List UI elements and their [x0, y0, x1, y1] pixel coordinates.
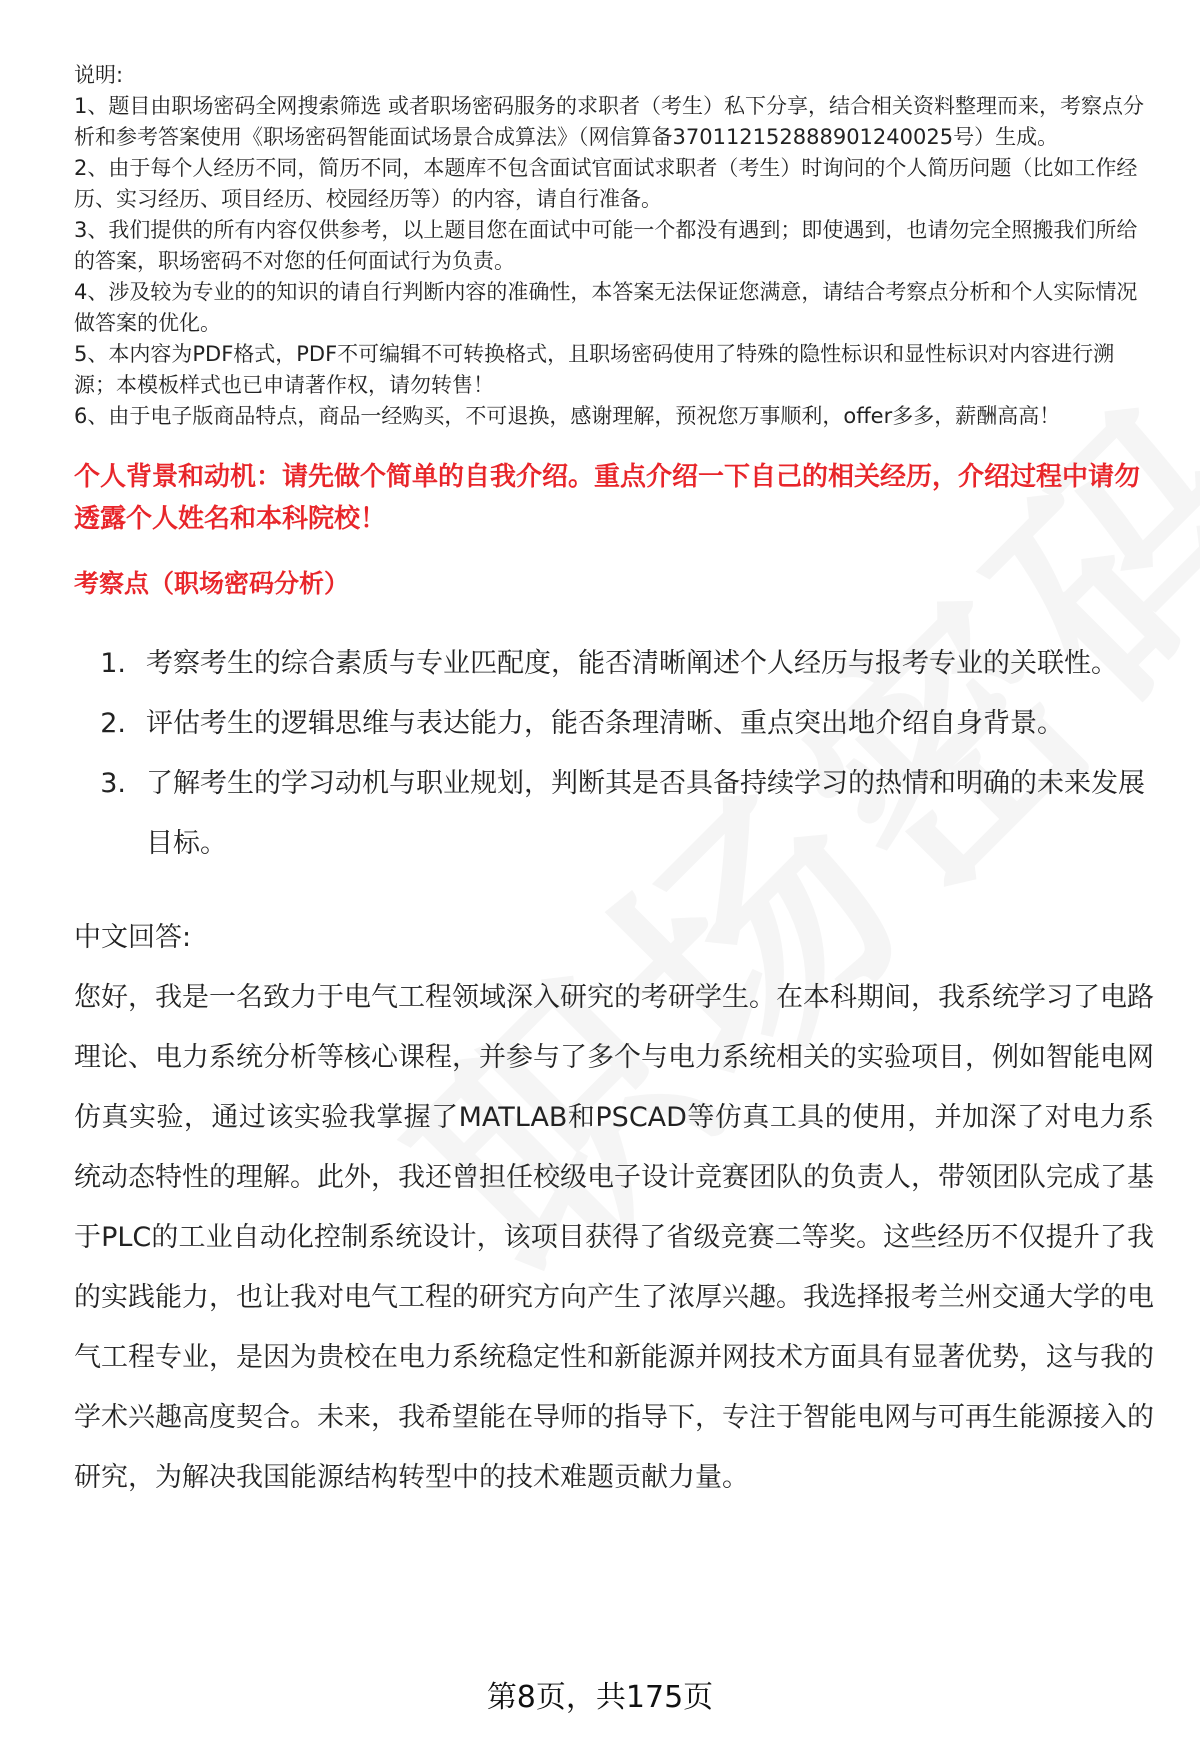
note-item: 6、由于电子版商品特点，商品一经购买，不可退换，感谢理解，预祝您万事顺利，offer多多，薪酬高高！ [74, 404, 1061, 428]
list-item [74, 754, 1154, 874]
analysis-heading: 考察点（职场密码分析） [74, 569, 350, 598]
list-number: 1. [100, 648, 126, 679]
notes-section [74, 60, 1154, 432]
note-item: 3、我们提供的所有内容仅供参考，以上题目您在面试中可能一个都没有遇到；即使遇到，也请勿完全照搬我们所给的答案，职场密码不对您的任何面试行为负责。 [74, 218, 1138, 273]
question-title: 个人背景和动机：请先做个简单的自我介绍。重点介绍一下自己的相关经历，介绍过程中请勿透露个人姓名和本科院校！ [74, 462, 1141, 534]
list-item [74, 694, 1154, 754]
list-number: 3. [100, 768, 126, 799]
list-number: 2. [100, 708, 126, 739]
page-number: 第8页，共175页 [486, 1680, 714, 1715]
analysis-list [74, 634, 1154, 874]
note-item: 2、由于每个人经历不同，简历不同，本题库不包含面试官面试求职者（考生）时询问的个人简历问题（比如工作经历、实习经历、项目经历、校园经历等）的内容，请自行准备。 [74, 156, 1138, 211]
note-item: 1、题目由职场密码全网搜索筛选 或者职场密码服务的求职者（考生）私下分享，结合相关资料整理而来，考察点分析和参考答案使用《职场密码智能面试场景合成算法》（网信算备370112152888901240025号）生成。 [74, 94, 1145, 149]
list-text: 评估考生的逻辑思维与表达能力，能否条理清晰、重点突出地介绍自身背景。 [146, 708, 1064, 739]
document-page [74, 60, 1154, 1508]
list-text: 考察考生的综合素质与专业匹配度，能否清晰阐述个人经历与报考专业的关联性。 [146, 648, 1118, 679]
list-text: 了解考生的学习动机与职业规划，判断其是否具备持续学习的热情和明确的未来发展目标。 [146, 768, 1145, 859]
note-item: 5、本内容为PDF格式，PDF不可编辑不可转换格式，且职场密码使用了特殊的隐性标识和显性标识对内容进行溯源；本模板样式也已申请著作权，请勿转售！ [74, 342, 1115, 397]
list-item [74, 634, 1154, 694]
notes-heading: 说明: [74, 63, 124, 87]
answer-label: 中文回答: [74, 922, 192, 953]
answer-text: 您好，我是一名致力于电气工程领域深入研究的考研学生。在本科期间，我系统学习了电路理论、电力系统分析等核心课程，并参与了多个与电力系统相关的实验项目，例如智能电网仿真实验，通过该实验我掌握了MATLAB和PSCAD等仿真工具的使用，并加深了对电力系统动态特性的理解。此外，我还曾担任校级电子设计竞赛团队的负责人，带领团队完成了基于PLC的工业自动化控制系统设计，该项目获得了省级竞赛二等奖。这些经历不仅提升了我的实践能力，也让我对电气工程的研究方向产生了浓厚兴趣。我选择报考兰州交通大学的电气工程专业，是因为贵校在电力系统稳定性和新能源并网技术方面具有显著优势，这与我的学术兴趣高度契合。未来，我希望能在导师的指导下，专注于智能电网与可再生能源接入的研究，为解决我国能源结构转型中的技术难题贡献力量。 [74, 982, 1154, 1493]
note-item: 4、涉及较为专业的的知识的请自行判断内容的准确性，本答案无法保证您满意，请结合考察点分析和个人实际情况做答案的优化。 [74, 280, 1138, 335]
